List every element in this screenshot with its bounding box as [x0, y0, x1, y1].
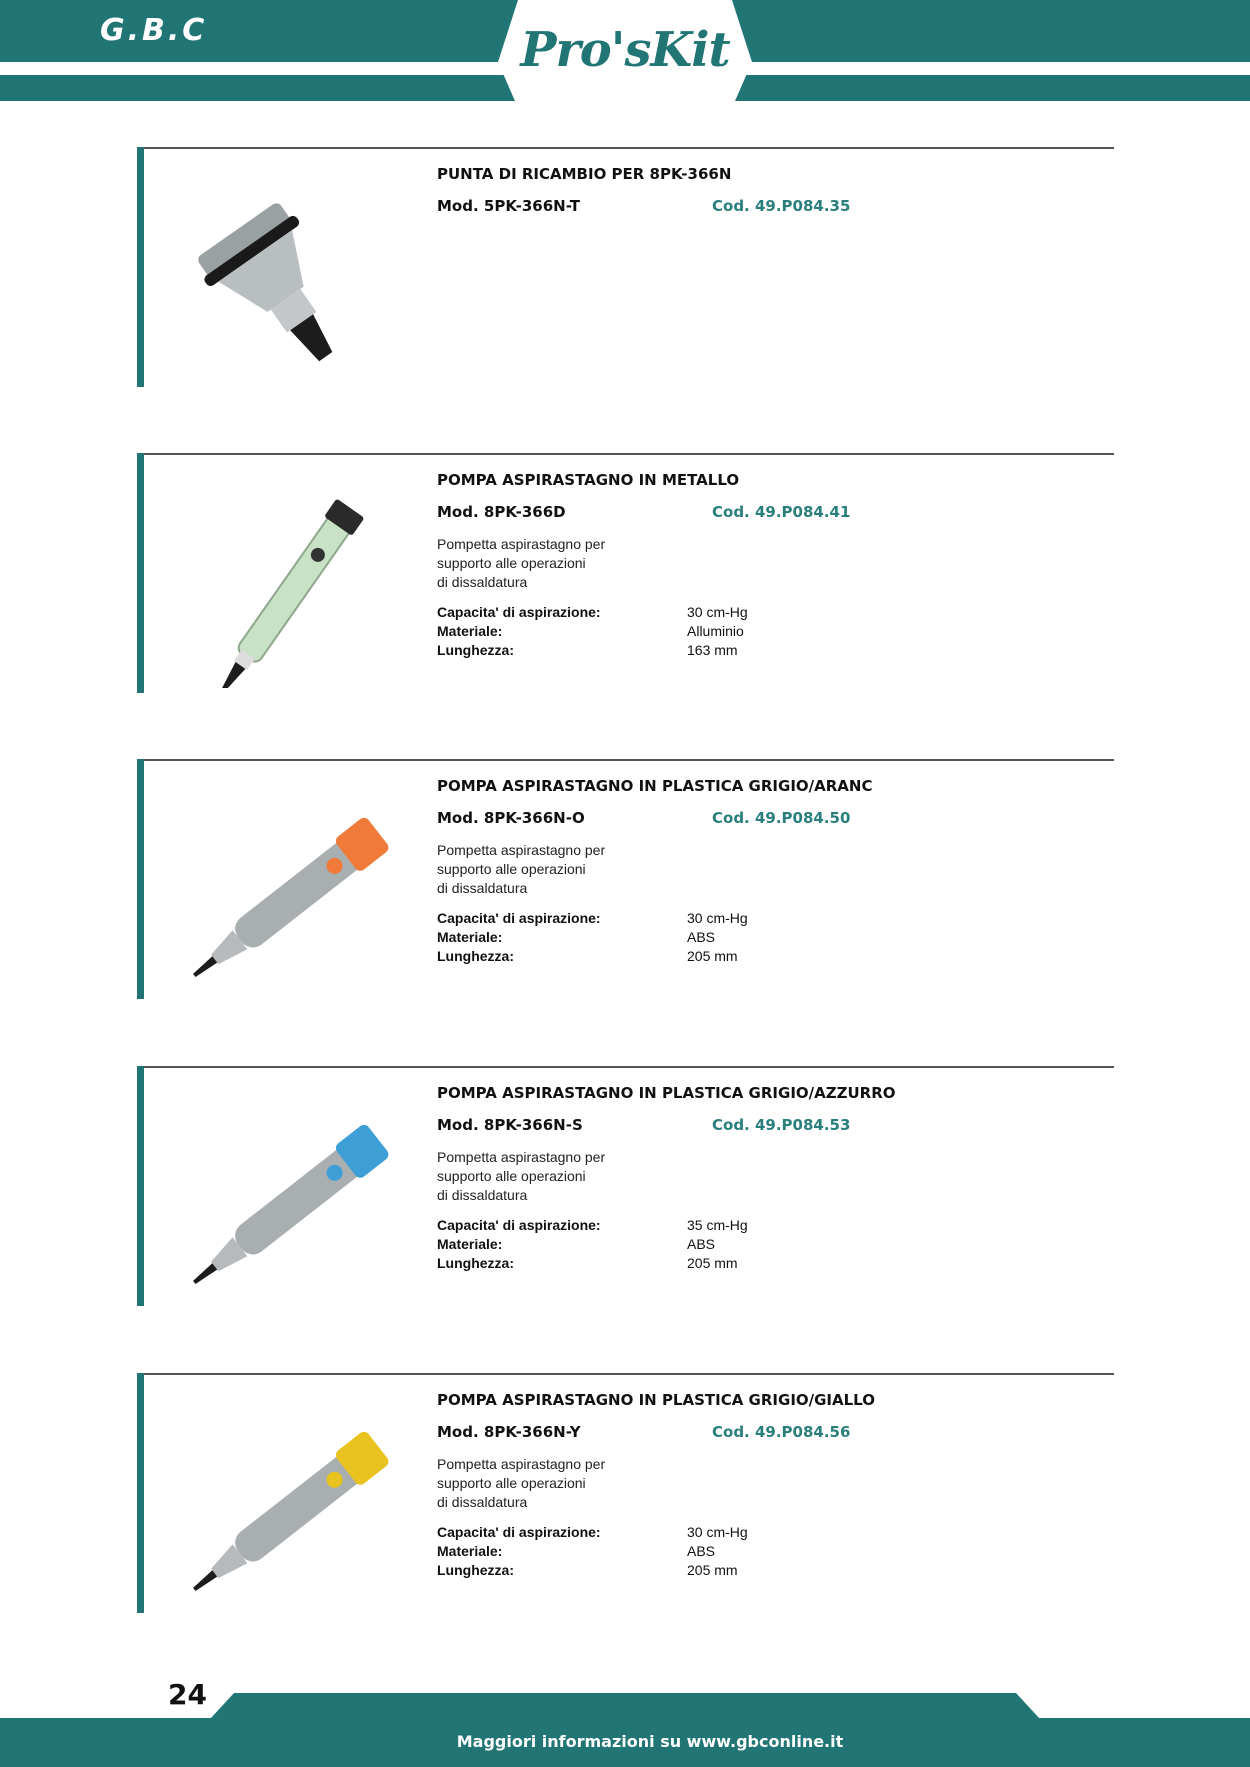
spec-label: Lunghezza: — [437, 1562, 514, 1578]
product-code: Cod. 49.P084.35 — [712, 197, 851, 215]
product-section — [137, 453, 1114, 693]
spec-label: Lunghezza: — [437, 1255, 514, 1271]
spec-label: Lunghezza: — [437, 642, 514, 658]
spec-value: ABS — [687, 1543, 716, 1559]
product-model: Mod. 8PK-366D — [437, 503, 566, 521]
spec-value: 30 cm-Hg — [687, 910, 748, 926]
description-line: supporto alle operazioni — [437, 1168, 586, 1184]
product-model: Mod. 8PK-366N-S — [437, 1116, 583, 1134]
product-code: Cod. 49.P084.56 — [712, 1423, 851, 1441]
product-description — [437, 841, 637, 898]
product-description — [437, 535, 637, 592]
product-title: POMPA ASPIRASTAGNO IN PLASTICA GRIGIO/GIALLO — [437, 1391, 875, 1409]
section-rule — [137, 147, 1114, 149]
description-line: Pompetta aspirastagno per — [437, 536, 606, 552]
section-accent-bar — [137, 453, 144, 693]
section-rule — [137, 1373, 1114, 1375]
product-section — [137, 1373, 1114, 1613]
blue-desoldering-pump-icon — [167, 1096, 427, 1301]
spec-value: 205 mm — [687, 948, 738, 964]
spec-label: Capacita' di aspirazione: — [437, 910, 601, 926]
footer-tab — [210, 1693, 1040, 1719]
spec-label: Materiale: — [437, 1236, 503, 1252]
product-code: Cod. 49.P084.41 — [712, 503, 851, 521]
product-title: POMPA ASPIRASTAGNO IN PLASTICA GRIGIO/ARANC — [437, 777, 873, 795]
spec-label: Capacita' di aspirazione: — [437, 1524, 601, 1540]
description-line: di dissaldatura — [437, 574, 528, 590]
spec-value: 205 mm — [687, 1562, 738, 1578]
spec-value: ABS — [687, 929, 716, 945]
orange-desoldering-pump-icon — [167, 789, 427, 994]
product-section — [137, 1066, 1114, 1306]
description-line: di dissaldatura — [437, 880, 528, 896]
product-code: Cod. 49.P084.53 — [712, 1116, 851, 1134]
section-accent-bar — [137, 1373, 144, 1613]
spec-value: 35 cm-Hg — [687, 1217, 748, 1233]
gbc-logo: G.B.C — [100, 13, 208, 48]
spec-value: Alluminio — [687, 623, 744, 639]
product-title: PUNTA DI RICAMBIO PER 8PK-366N — [437, 165, 732, 183]
spec-label: Lunghezza: — [437, 948, 514, 964]
product-model: Mod. 8PK-366N-Y — [437, 1423, 581, 1441]
product-description — [437, 1148, 637, 1205]
product-section — [137, 147, 1114, 387]
product-code: Cod. 49.P084.50 — [712, 809, 851, 827]
description-line: supporto alle operazioni — [437, 861, 586, 877]
product-model: Mod. 5PK-366N-T — [437, 197, 580, 215]
description-line: supporto alle operazioni — [437, 555, 586, 571]
metal-desoldering-pump-icon — [167, 483, 427, 688]
section-rule — [137, 759, 1114, 761]
description-line: Pompetta aspirastagno per — [437, 1149, 606, 1165]
spec-value: 205 mm — [687, 1255, 738, 1271]
spec-label: Materiale: — [437, 929, 503, 945]
product-title: POMPA ASPIRASTAGNO IN PLASTICA GRIGIO/AZZURRO — [437, 1084, 896, 1102]
spec-label: Capacita' di aspirazione: — [437, 604, 601, 620]
description-line: di dissaldatura — [437, 1494, 528, 1510]
product-title: POMPA ASPIRASTAGNO IN METALLO — [437, 471, 740, 489]
spec-value: ABS — [687, 1236, 716, 1252]
spec-value: 30 cm-Hg — [687, 604, 748, 620]
description-line: di dissaldatura — [437, 1187, 528, 1203]
product-model: Mod. 8PK-366N-O — [437, 809, 585, 827]
spec-label: Materiale: — [437, 1543, 503, 1559]
spec-value: 30 cm-Hg — [687, 1524, 748, 1540]
spec-label: Capacita' di aspirazione: — [437, 1217, 601, 1233]
section-accent-bar — [137, 759, 144, 999]
product-description — [437, 1455, 637, 1512]
page-number: 24 — [168, 1678, 207, 1711]
replacement-tip-icon — [167, 177, 427, 382]
footer-website-link[interactable]: Maggiori informazioni su www.gbconline.it — [456, 1732, 844, 1751]
yellow-desoldering-pump-icon — [167, 1403, 427, 1608]
proskit-logo: Pro'sKit — [520, 22, 730, 78]
section-accent-bar — [137, 147, 144, 387]
product-section — [137, 759, 1114, 999]
description-line: Pompetta aspirastagno per — [437, 842, 606, 858]
description-line: supporto alle operazioni — [437, 1475, 586, 1491]
spec-label: Materiale: — [437, 623, 503, 639]
section-rule — [137, 1066, 1114, 1068]
section-rule — [137, 453, 1114, 455]
section-accent-bar — [137, 1066, 144, 1306]
description-line: Pompetta aspirastagno per — [437, 1456, 606, 1472]
spec-value: 163 mm — [687, 642, 738, 658]
